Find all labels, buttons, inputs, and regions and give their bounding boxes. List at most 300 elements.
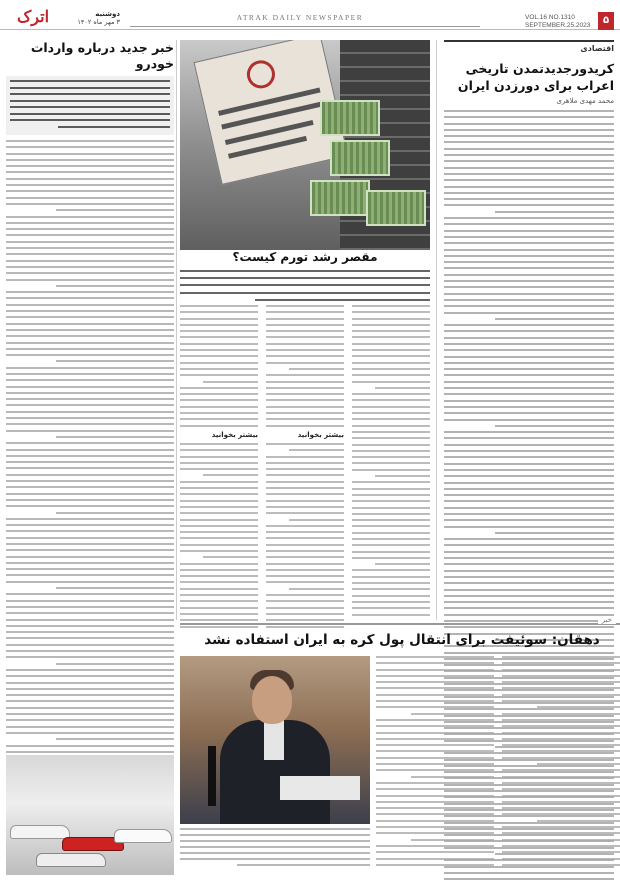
text-line — [352, 488, 430, 490]
text-line — [6, 486, 174, 488]
text-line — [6, 656, 174, 658]
bottom-caption-text — [180, 828, 370, 870]
text-line — [180, 425, 258, 427]
text-line — [352, 437, 430, 439]
text-line — [56, 285, 174, 287]
text-line — [444, 324, 614, 326]
middle-lead-text — [180, 270, 430, 306]
microphone-graphic — [208, 746, 216, 806]
text-line — [58, 126, 170, 128]
text-line — [180, 500, 258, 502]
text-line — [6, 228, 174, 230]
text-line — [444, 141, 614, 143]
text-line — [376, 675, 494, 677]
text-line — [266, 563, 344, 565]
text-line — [352, 507, 430, 509]
left-column-headline: خبر جدید درباره واردات خودرو — [30, 40, 174, 71]
text-line — [376, 826, 494, 828]
text-line — [444, 368, 614, 370]
text-line — [502, 700, 620, 702]
text-line — [180, 393, 258, 395]
text-line — [266, 318, 344, 320]
text-line — [6, 279, 174, 281]
text-line — [352, 355, 430, 357]
text-line — [352, 431, 430, 433]
bottom-story-tag — [180, 616, 620, 625]
text-line — [376, 820, 494, 822]
text-line — [6, 253, 174, 255]
text-line — [376, 864, 494, 866]
text-line — [180, 619, 258, 621]
text-line — [376, 681, 494, 683]
text-line — [266, 581, 344, 583]
text-line — [444, 482, 614, 484]
text-line — [502, 681, 620, 683]
text-line — [376, 801, 494, 803]
text-line — [6, 461, 174, 463]
text-line — [180, 456, 258, 458]
text-line — [444, 362, 614, 364]
text-line — [352, 330, 430, 332]
bottom-headline: دهقان: سوئیفت برای انتقال پول کره به ایران استفاده نشد — [204, 632, 600, 648]
text-line — [444, 198, 614, 200]
text-line — [203, 381, 258, 383]
face-graphic — [252, 676, 292, 724]
text-line — [180, 594, 258, 596]
text-line — [180, 406, 258, 408]
text-line — [6, 688, 174, 690]
column-subhead: بیشتر بخوانید — [297, 430, 344, 439]
text-line — [375, 475, 430, 477]
text-line — [203, 474, 258, 476]
text-line — [352, 324, 430, 326]
text-line — [352, 500, 430, 502]
text-line — [56, 738, 174, 740]
text-line — [502, 694, 620, 696]
newspaper-name-english: ATRAK DAILY NEWSPAPER — [236, 13, 364, 22]
text-line — [352, 393, 430, 395]
text-line — [444, 551, 614, 553]
text-line — [6, 694, 174, 696]
text-line — [444, 475, 614, 477]
text-line — [180, 318, 258, 320]
text-line — [6, 650, 174, 652]
text-column — [502, 656, 620, 881]
text-line — [6, 449, 174, 451]
text-line — [352, 311, 430, 313]
text-line — [266, 626, 344, 628]
text-line — [352, 343, 430, 345]
text-line — [444, 280, 614, 282]
text-line — [266, 569, 344, 571]
text-line — [352, 569, 430, 571]
text-line — [266, 418, 344, 420]
text-line — [266, 462, 344, 464]
text-line — [444, 230, 614, 232]
text-line — [266, 531, 344, 533]
text-line — [444, 204, 614, 206]
text-line — [502, 750, 620, 752]
text-line — [180, 443, 258, 445]
text-line — [6, 625, 174, 627]
text-line — [444, 469, 614, 471]
text-line — [6, 574, 174, 576]
text-line — [444, 286, 614, 288]
text-line — [6, 442, 174, 444]
shirt-graphic — [264, 720, 284, 760]
text-line — [352, 425, 430, 427]
text-line — [180, 355, 258, 357]
text-line — [180, 512, 258, 514]
text-column — [376, 656, 494, 881]
text-line — [444, 192, 614, 194]
text-line — [376, 757, 494, 759]
text-line — [180, 362, 258, 364]
logo-text: اترک — [16, 7, 50, 26]
text-line — [537, 820, 620, 822]
text-line — [444, 261, 614, 263]
left-column-article — [6, 40, 174, 782]
text-line — [352, 349, 430, 351]
masthead-bar — [0, 0, 620, 30]
text-line — [6, 197, 174, 199]
text-line — [444, 450, 614, 452]
text-line — [10, 87, 170, 89]
text-line — [180, 563, 258, 565]
text-line — [444, 393, 614, 395]
text-line — [444, 356, 614, 358]
text-line — [495, 425, 614, 427]
text-line — [10, 80, 170, 82]
text-line — [6, 707, 174, 709]
text-line — [444, 236, 614, 238]
text-line — [180, 828, 370, 830]
text-line — [444, 312, 614, 314]
text-line — [376, 750, 494, 752]
text-line — [444, 249, 614, 251]
text-line — [6, 291, 174, 293]
text-line — [266, 619, 344, 621]
text-line — [537, 706, 620, 708]
text-line — [180, 581, 258, 583]
text-line — [376, 832, 494, 834]
text-line — [444, 123, 614, 125]
text-line — [352, 607, 430, 609]
text-line — [180, 449, 258, 451]
text-line — [444, 349, 614, 351]
text-line — [180, 834, 370, 836]
section-label: اقتصادی — [444, 40, 614, 56]
text-line — [444, 305, 614, 307]
text-line — [502, 776, 620, 778]
text-line — [6, 669, 174, 671]
text-line — [6, 165, 174, 167]
text-line — [444, 456, 614, 458]
text-line — [180, 324, 258, 326]
text-line — [266, 355, 344, 357]
text-line — [502, 851, 620, 853]
date-persian: ۳ مهر ماه ۱۴۰۲ — [77, 18, 120, 26]
text-line — [444, 400, 614, 402]
text-line — [56, 663, 174, 665]
text-line — [266, 406, 344, 408]
text-line — [444, 129, 614, 131]
text-line — [376, 700, 494, 702]
text-line — [266, 362, 344, 364]
text-line — [180, 537, 258, 539]
text-line — [6, 631, 174, 633]
text-line — [180, 305, 258, 307]
text-line — [444, 381, 614, 383]
text-line — [6, 562, 174, 564]
text-line — [266, 311, 344, 313]
text-line — [376, 858, 494, 860]
right-column-headline: کریدورجدیدتمدن تاریخی اعراب برای دورزدن ایران — [457, 61, 614, 93]
text-line — [266, 305, 344, 307]
text-line — [444, 242, 614, 244]
text-line — [266, 412, 344, 414]
text-line — [444, 160, 614, 162]
text-line — [352, 601, 430, 603]
text-line — [6, 732, 174, 734]
text-line — [180, 284, 430, 286]
text-line — [266, 393, 344, 395]
text-line — [266, 594, 344, 596]
text-line — [444, 337, 614, 339]
text-line — [352, 444, 430, 446]
text-line — [352, 557, 430, 559]
text-line — [352, 525, 430, 527]
text-line — [502, 725, 620, 727]
text-line — [6, 335, 174, 337]
text-line — [444, 601, 614, 603]
newspaper-logo — [12, 6, 54, 28]
volume-info — [525, 14, 597, 29]
text-line — [180, 462, 258, 464]
text-line — [376, 738, 494, 740]
text-line — [376, 687, 494, 689]
text-line — [352, 462, 430, 464]
text-line — [444, 431, 614, 433]
middle-article-columns — [180, 305, 430, 605]
text-line — [444, 582, 614, 584]
text-line — [180, 311, 258, 313]
text-line — [444, 374, 614, 376]
text-line — [502, 845, 620, 847]
bottom-article-columns — [376, 656, 620, 881]
text-line — [266, 425, 344, 427]
text-line — [180, 418, 258, 420]
banknote-stack — [310, 180, 370, 216]
text-line — [180, 343, 258, 345]
text-line — [6, 543, 174, 545]
text-line — [352, 418, 430, 420]
text-line — [376, 656, 494, 658]
page-number: ۵ — [598, 12, 614, 30]
text-line — [352, 368, 430, 370]
text-line — [289, 588, 344, 590]
text-line — [6, 549, 174, 551]
text-line — [444, 614, 614, 616]
column-divider — [176, 40, 177, 620]
text-line — [180, 852, 370, 854]
text-line — [6, 316, 174, 318]
text-line — [180, 519, 258, 521]
text-line — [502, 782, 620, 784]
text-line — [502, 769, 620, 771]
text-line — [6, 417, 174, 419]
text-line — [352, 456, 430, 458]
text-line — [266, 607, 344, 609]
car-graphic — [10, 825, 70, 839]
text-line — [266, 474, 344, 476]
text-line — [266, 456, 344, 458]
text-line — [180, 292, 430, 294]
text-line — [266, 387, 344, 389]
text-line — [376, 807, 494, 809]
text-line — [444, 494, 614, 496]
text-line — [352, 544, 430, 546]
text-line — [266, 336, 344, 338]
tag-label: خبر — [598, 616, 616, 624]
text-line — [444, 135, 614, 137]
text-line — [180, 330, 258, 332]
text-line — [6, 518, 174, 520]
text-line — [6, 430, 174, 432]
text-line — [444, 589, 614, 591]
text-line — [56, 436, 174, 438]
text-line — [180, 846, 370, 848]
text-line — [6, 467, 174, 469]
text-line — [6, 342, 174, 344]
text-line — [56, 360, 174, 362]
text-line — [352, 614, 430, 616]
text-line — [352, 532, 430, 534]
text-line — [502, 807, 620, 809]
text-line — [266, 506, 344, 508]
text-line — [537, 763, 620, 765]
text-line — [502, 826, 620, 828]
text-line — [444, 343, 614, 345]
text-line — [444, 148, 614, 150]
text-line — [180, 412, 258, 414]
text-line — [376, 706, 494, 708]
text-line — [6, 247, 174, 249]
text-line — [6, 348, 174, 350]
text-line — [6, 379, 174, 381]
text-line — [266, 487, 344, 489]
text-line — [502, 839, 620, 841]
text-line — [444, 576, 614, 578]
text-line — [6, 216, 174, 218]
text-line — [180, 626, 258, 628]
text-line — [352, 450, 430, 452]
text-line — [502, 669, 620, 671]
text-line — [6, 455, 174, 457]
text-line — [502, 662, 620, 664]
text-line — [255, 299, 430, 301]
text-line — [352, 305, 430, 307]
text-line — [502, 687, 620, 689]
text-line — [6, 190, 174, 192]
text-line — [6, 310, 174, 312]
text-line — [352, 362, 430, 364]
text-line — [495, 532, 614, 534]
text-line — [180, 840, 370, 842]
text-line — [444, 173, 614, 175]
text-line — [6, 171, 174, 173]
column-divider — [436, 40, 437, 620]
text-line — [237, 864, 370, 866]
text-line — [6, 184, 174, 186]
text-line — [376, 769, 494, 771]
text-line — [376, 662, 494, 664]
text-line — [56, 209, 174, 211]
text-line — [180, 607, 258, 609]
name-plate-graphic — [280, 776, 360, 800]
text-line — [6, 260, 174, 262]
text-line — [266, 493, 344, 495]
text-line — [180, 336, 258, 338]
text-line — [10, 100, 170, 102]
text-line — [411, 713, 494, 715]
text-line — [444, 607, 614, 609]
text-line — [6, 556, 174, 558]
text-line — [352, 538, 430, 540]
text-line — [180, 270, 430, 272]
text-line — [10, 119, 170, 121]
date-english: SEPTEMBER.25.2023 — [525, 21, 591, 29]
text-line — [6, 404, 174, 406]
text-line — [502, 744, 620, 746]
text-line — [502, 732, 620, 734]
text-line — [180, 506, 258, 508]
text-line — [6, 140, 174, 142]
text-line — [502, 738, 620, 740]
text-line — [180, 600, 258, 602]
text-line — [6, 222, 174, 224]
text-line — [180, 387, 258, 389]
text-line — [6, 751, 174, 753]
text-line — [352, 582, 430, 584]
text-line — [352, 336, 430, 338]
text-line — [6, 581, 174, 583]
text-line — [444, 387, 614, 389]
text-line — [375, 387, 430, 389]
text-line — [180, 613, 258, 615]
text-line — [6, 178, 174, 180]
text-line — [376, 732, 494, 734]
masthead-rule — [130, 26, 480, 27]
text-line — [266, 544, 344, 546]
central-bank-photo — [180, 40, 430, 250]
text-line — [180, 858, 370, 860]
text-line — [6, 612, 174, 614]
text-line — [444, 406, 614, 408]
text-line — [180, 349, 258, 351]
text-line — [6, 373, 174, 375]
text-line — [6, 392, 174, 394]
text-line — [6, 644, 174, 646]
banknote-stack — [320, 100, 380, 136]
text-line — [6, 367, 174, 369]
text-line — [444, 154, 614, 156]
text-line — [444, 330, 614, 332]
text-line — [376, 669, 494, 671]
text-line — [444, 544, 614, 546]
text-line — [6, 493, 174, 495]
text-line — [56, 512, 174, 514]
